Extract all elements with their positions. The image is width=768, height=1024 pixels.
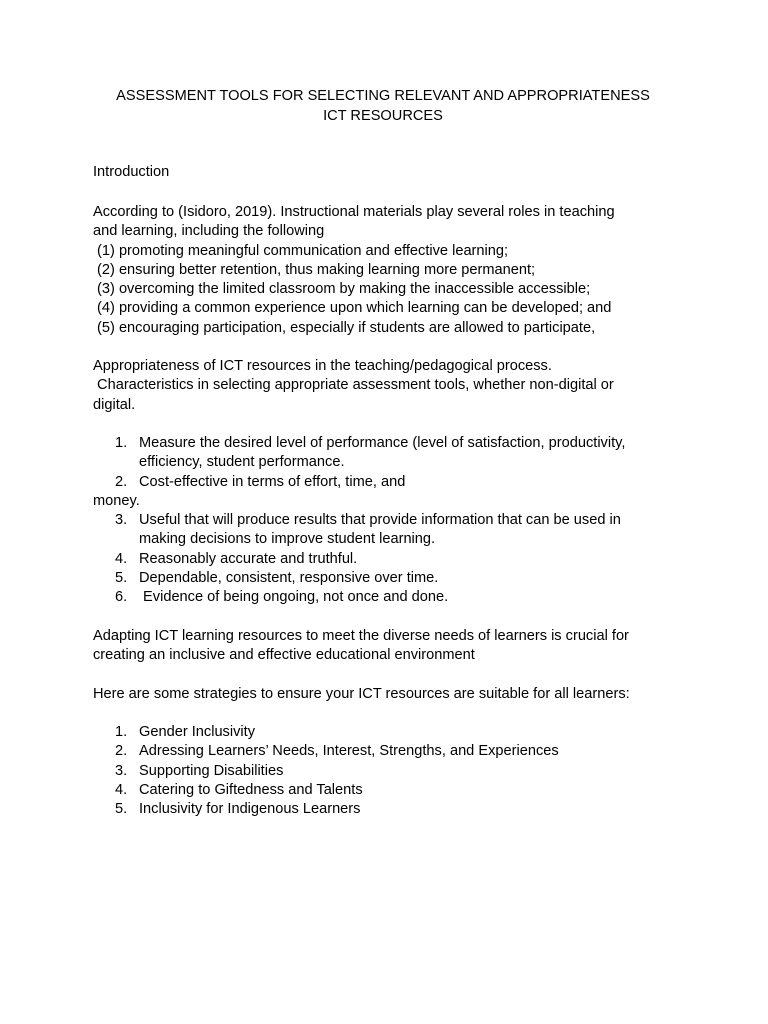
- intro-paragraph: [93, 203, 693, 338]
- paragraph-line: Appropriateness of ICT resources in the teaching/pedagogical process.: [93, 358, 552, 374]
- document-title: [60, 86, 706, 126]
- strategies-intro: [93, 685, 693, 704]
- list-text-outdent: money.: [93, 492, 140, 509]
- paragraph-line: According to (Isidoro, 2019). Instructional materials play several roles in teaching: [93, 204, 615, 220]
- list-number: 6.: [115, 589, 128, 606]
- heading-text: Introduction: [93, 164, 170, 180]
- strategies-list: [93, 723, 693, 819]
- list-item: [93, 511, 693, 550]
- list-item: [93, 723, 693, 742]
- list-text: Gender Inclusivity: [139, 724, 255, 740]
- list-item: [93, 434, 693, 473]
- list-text: Measure the desired level of performance (level of satisfaction, productivity,: [139, 435, 626, 451]
- list-number: 5.: [115, 801, 128, 818]
- list-text-continuation: making decisions to improve student learning.: [139, 531, 436, 548]
- title-line-2: ICT RESOURCES: [323, 108, 443, 124]
- list-text: Adressing Learners’ Needs, Interest, Strengths, and Experiences: [139, 743, 559, 760]
- list-number: 1.: [115, 724, 128, 740]
- list-item: [93, 588, 693, 607]
- list-number: 5.: [115, 570, 128, 587]
- list-number: 1.: [115, 435, 128, 451]
- paragraph-line: (1) promoting meaningful communication and effective learning;: [93, 242, 509, 259]
- list-item: [93, 473, 693, 492]
- list-number: 4.: [115, 550, 128, 567]
- list-item: [93, 550, 693, 569]
- list-number: 4.: [115, 781, 128, 798]
- list-item: [93, 742, 693, 761]
- list-text: Evidence of being ongoing, not once and done.: [139, 589, 449, 606]
- list-text: Dependable, consistent, responsive over time.: [139, 570, 439, 587]
- list-number: 3.: [115, 512, 128, 529]
- list-text: Catering to Giftedness and Talents: [139, 781, 363, 798]
- list-text-continuation: efficiency, student performance.: [139, 454, 345, 471]
- title-line-1: ASSESSMENT TOOLS FOR SELECTING RELEVANT AND APPROPRIATENESS: [116, 88, 650, 104]
- characteristics-list: [93, 434, 693, 608]
- list-number: 3.: [115, 762, 128, 779]
- paragraph-line: (2) ensuring better retention, thus making learning more permanent;: [93, 261, 536, 278]
- list-text: Reasonably accurate and truthful.: [139, 550, 358, 567]
- list-number: 2.: [115, 743, 128, 760]
- paragraph-line: and learning, including the following: [93, 223, 325, 240]
- paragraph-line: (4) providing a common experience upon which learning can be developed; and: [93, 300, 612, 317]
- paragraph-line: Here are some strategies to ensure your ICT resources are suitable for all learners:: [93, 686, 630, 702]
- paragraph-line: Characteristics in selecting appropriate assessment tools, whether non-digital or: [93, 377, 614, 394]
- list-text: Cost-effective in terms of effort, time, and: [139, 473, 406, 490]
- paragraph-line: (3) overcoming the limited classroom by making the inaccessible accessible;: [93, 281, 591, 298]
- list-item: [93, 762, 693, 781]
- list-text: Inclusivity for Indigenous Learners: [139, 801, 361, 818]
- section-heading-introduction: [93, 163, 693, 182]
- list-text: Supporting Disabilities: [139, 762, 284, 779]
- paragraph-line: (5) encouraging participation, especially if students are allowed to participate,: [93, 319, 596, 336]
- list-item: [93, 781, 693, 800]
- list-text: Useful that will produce results that provide information that can be used in: [139, 512, 621, 529]
- list-item: [93, 800, 693, 819]
- list-number: 2.: [115, 473, 128, 490]
- adapting-paragraph: [93, 627, 693, 666]
- paragraph-line: creating an inclusive and effective educational environment: [93, 647, 475, 664]
- paragraph-line: Adapting ICT learning resources to meet the diverse needs of learners is crucial for: [93, 628, 629, 644]
- appropriateness-paragraph: [93, 357, 693, 415]
- paragraph-line: digital.: [93, 396, 136, 413]
- list-item: [93, 569, 693, 588]
